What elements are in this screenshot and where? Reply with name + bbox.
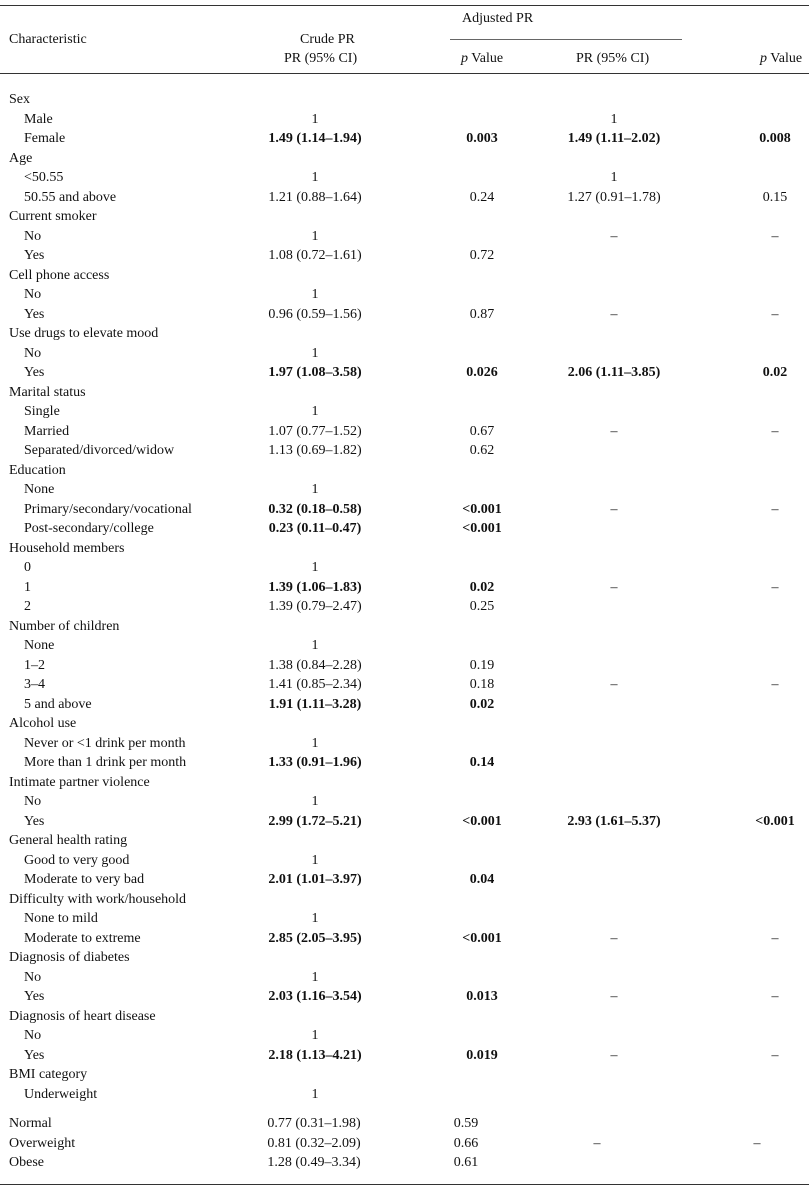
- table-row: [0, 695, 809, 715]
- row-label: 2: [24, 599, 31, 614]
- row-label: 1–2: [24, 657, 45, 673]
- adjusted-pr-cell: –: [610, 423, 618, 439]
- header-p-italic-2: p: [760, 51, 767, 66]
- table-row: [0, 851, 809, 871]
- table-row: [0, 500, 809, 520]
- adjusted-p-value-cell: –: [771, 930, 779, 946]
- crude-p-value-cell: 0.61: [453, 1155, 479, 1170]
- crude-pr-cell: 1.33 (0.91–1.96): [268, 755, 362, 770]
- adjusted-pr-cell: 2.06 (1.11–3.85): [567, 365, 661, 380]
- crude-pr-cell: 0.77 (0.31–1.98): [267, 1116, 361, 1131]
- table-row: [0, 675, 809, 695]
- group-header-row: [0, 1065, 809, 1085]
- group-header-row: [0, 714, 809, 734]
- adjusted-pr-cell: –: [593, 1135, 601, 1151]
- group-header-row: [0, 266, 809, 286]
- crude-pr-cell: 1: [311, 111, 319, 127]
- table-row: [0, 812, 809, 832]
- crude-pr-cell: 1.08 (0.72–1.61): [268, 248, 362, 263]
- header-adjusted-pr: Adjusted PR: [462, 11, 534, 26]
- crude-p-value-cell: 0.019: [466, 1047, 498, 1063]
- row-label: Cell phone access: [9, 267, 110, 283]
- crude-pr-cell: 1.07 (0.77–1.52): [268, 423, 362, 439]
- row-label: None: [24, 638, 55, 653]
- group-header-row: [0, 90, 809, 110]
- row-label: Yes: [24, 989, 45, 1004]
- crude-pr-cell: 1.97 (1.08–3.58): [268, 365, 362, 380]
- table-row: [0, 480, 809, 500]
- crude-p-value-cell: 0.026: [466, 365, 498, 380]
- row-label: Moderate to extreme: [24, 930, 141, 946]
- crude-pr-cell: 1: [311, 911, 319, 926]
- row-label: Underweight: [24, 1086, 98, 1102]
- row-label: Moderate to very bad: [24, 872, 145, 887]
- adjusted-p-value-cell: –: [771, 501, 779, 517]
- group-header-row: [0, 324, 809, 344]
- header-adjusted-pr-ci: PR (95% CI): [576, 51, 650, 66]
- adjusted-pr-cell: 2.93 (1.61–5.37): [567, 813, 661, 829]
- crude-pr-cell: 1: [311, 852, 319, 868]
- row-label: 0: [24, 560, 31, 575]
- table-row: [0, 402, 809, 422]
- crude-p-value-cell: 0.19: [469, 657, 495, 673]
- table-row: [0, 110, 809, 130]
- crude-p-value-cell: 0.013: [466, 989, 498, 1004]
- adjusted-pr-cell: –: [610, 989, 618, 1004]
- adjusted-p-value-cell: –: [771, 1047, 779, 1063]
- group-header-row: [0, 1007, 809, 1027]
- row-label: More than 1 drink per month: [24, 755, 187, 770]
- table-row: [0, 129, 809, 149]
- crude-pr-cell: 1: [311, 287, 319, 302]
- row-label: Male: [24, 111, 53, 127]
- row-label: Normal: [9, 1116, 52, 1131]
- crude-p-value-cell: 0.003: [466, 131, 498, 146]
- group-header-row: [0, 383, 809, 403]
- table-row: [0, 344, 809, 364]
- crude-pr-cell: 1: [311, 228, 319, 244]
- adjusted-pr-cell: –: [610, 501, 618, 517]
- crude-pr-cell: 0.96 (0.59–1.56): [268, 306, 362, 322]
- table-row: [0, 578, 809, 598]
- row-label: Current smoker: [9, 209, 97, 224]
- row-label: 3–4: [24, 677, 45, 692]
- crude-p-value-cell: 0.24: [469, 189, 495, 205]
- adjusted-pr-cell: 1.27 (0.91–1.78): [567, 189, 661, 205]
- row-label: Marital status: [9, 384, 86, 400]
- row-label: Good to very good: [24, 852, 130, 868]
- crude-p-value-cell: 0.62: [469, 443, 495, 458]
- group-header-row: [0, 539, 809, 559]
- table-row: [0, 168, 809, 188]
- crude-pr-cell: 1.41 (0.85–2.34): [268, 677, 362, 692]
- crude-pr-cell: 0.23 (0.11–0.47): [268, 521, 362, 536]
- row-label: Single: [24, 404, 60, 419]
- crude-pr-cell: 1: [311, 404, 319, 419]
- header-crude-pr: Crude PR: [300, 32, 355, 47]
- adjusted-pr-cell: 1.49 (1.11–2.02): [567, 131, 661, 146]
- row-label: None: [24, 482, 55, 497]
- crude-p-value-cell: 0.04: [469, 872, 495, 887]
- adjusted-pr-cell: –: [610, 306, 618, 322]
- row-label: No: [24, 287, 42, 302]
- group-header-row: [0, 461, 809, 481]
- adjusted-p-value-cell: –: [771, 228, 779, 244]
- crude-pr-cell: 1: [311, 1028, 319, 1043]
- crude-pr-cell: 2.01 (1.01–3.97): [268, 872, 362, 887]
- crude-pr-cell: 1.21 (0.88–1.64): [268, 189, 362, 205]
- row-label: Use drugs to elevate mood: [9, 326, 159, 341]
- adjusted-pr-cell: 1: [610, 170, 618, 185]
- crude-p-value-cell: <0.001: [462, 813, 502, 829]
- crude-pr-cell: 1.91 (1.11–3.28): [268, 696, 362, 712]
- crude-p-value-cell: 0.18: [469, 677, 495, 692]
- crude-pr-cell: 1.39 (0.79–2.47): [268, 599, 362, 614]
- row-label: General health rating: [9, 833, 128, 848]
- row-label: No: [24, 345, 42, 361]
- crude-pr-cell: 1: [311, 482, 319, 497]
- group-header-row: [0, 948, 809, 968]
- adjusted-pr-cell: –: [610, 930, 618, 946]
- table-row: [0, 363, 809, 383]
- adjusted-p-value-cell: –: [771, 306, 779, 322]
- table-row: [0, 422, 809, 442]
- crude-pr-cell: 1: [311, 969, 319, 985]
- crude-p-value-cell: <0.001: [462, 930, 502, 946]
- crude-p-value-cell: 0.72: [469, 248, 495, 263]
- row-label: 1: [24, 579, 31, 595]
- table-row: [0, 987, 809, 1007]
- header-p-italic-1: p: [461, 51, 468, 66]
- row-label: Married: [24, 423, 70, 439]
- table-row: [0, 188, 809, 208]
- group-header-row: [0, 149, 809, 169]
- crude-pr-cell: 1.39 (1.06–1.83): [268, 579, 362, 595]
- row-label: Obese: [9, 1155, 44, 1170]
- crude-pr-cell: 2.85 (2.05–3.95): [268, 930, 362, 946]
- group-header-row: [0, 207, 809, 227]
- row-label: Education: [9, 462, 66, 478]
- table-row: [0, 929, 809, 949]
- row-label: Yes: [24, 365, 45, 380]
- table-row: [0, 870, 809, 890]
- crude-p-value-cell: 0.66: [453, 1135, 479, 1151]
- row-label: Overweight: [9, 1135, 76, 1151]
- row-label: Age: [9, 150, 33, 166]
- table-row: [0, 597, 809, 617]
- row-label: 5 and above: [24, 696, 92, 712]
- table-row: [0, 285, 809, 305]
- adjusted-p-value-cell: –: [771, 423, 779, 439]
- adjusted-pr-cell: –: [610, 228, 618, 244]
- table-row: [0, 519, 809, 539]
- crude-pr-cell: 1: [311, 794, 319, 809]
- crude-pr-cell: 1: [311, 560, 319, 575]
- crude-pr-cell: 2.99 (1.72–5.21): [268, 813, 362, 829]
- adjusted-p-value-cell: –: [771, 989, 779, 1004]
- table-row: [0, 909, 809, 929]
- row-label: 50.55 and above: [24, 189, 117, 205]
- table-row: [0, 734, 809, 754]
- table-row: [0, 636, 809, 656]
- row-label: Post-secondary/college: [24, 521, 154, 536]
- crude-pr-cell: 1: [311, 1086, 319, 1102]
- group-header-row: [0, 890, 809, 910]
- row-label: No: [24, 969, 42, 985]
- row-label: BMI category: [9, 1067, 88, 1082]
- row-label: Female: [24, 131, 66, 146]
- table-row: [0, 558, 809, 578]
- crude-pr-cell: 1: [311, 170, 319, 185]
- table-row: [0, 656, 809, 676]
- adjusted-p-value-cell: <0.001: [755, 813, 795, 829]
- crude-p-value-cell: 0.02: [469, 579, 495, 595]
- crude-pr-cell: 0.32 (0.18–0.58): [268, 501, 362, 517]
- table-row: [0, 968, 809, 988]
- adjusted-pr-cell: –: [610, 677, 618, 692]
- crude-pr-cell: 1: [311, 345, 319, 361]
- row-label: Yes: [24, 248, 45, 263]
- crude-p-value-cell: 0.25: [469, 599, 495, 614]
- row-label: Yes: [24, 1047, 45, 1063]
- row-label: Number of children: [9, 618, 120, 634]
- crude-p-value-cell: <0.001: [462, 501, 502, 517]
- row-label: Primary/secondary/vocational: [24, 501, 192, 517]
- adjusted-p-value-cell: –: [771, 579, 779, 595]
- crude-p-value-cell: 0.59: [453, 1116, 479, 1131]
- row-label: Sex: [9, 92, 30, 107]
- table-row: [0, 227, 809, 247]
- crude-pr-cell: 1.13 (0.69–1.82): [268, 443, 362, 458]
- crude-p-value-cell: 0.14: [469, 755, 495, 770]
- crude-p-value-cell: 0.87: [469, 306, 495, 322]
- group-header-row: [0, 617, 809, 637]
- table-row: [0, 246, 809, 266]
- adjusted-p-value-cell: –: [753, 1135, 761, 1151]
- row-label: None to mild: [24, 911, 98, 926]
- table-row: [0, 1153, 809, 1173]
- header-crude-pr-ci: PR (95% CI): [284, 51, 358, 66]
- row-label: Alcohol use: [9, 716, 77, 731]
- row-label: Yes: [24, 813, 45, 829]
- crude-pr-cell: 2.18 (1.13–4.21): [268, 1047, 362, 1063]
- row-label: Diagnosis of heart disease: [9, 1008, 156, 1024]
- table-row: [0, 753, 809, 773]
- crude-pr-cell: 0.81 (0.32–2.09): [267, 1135, 361, 1151]
- row-label: <50.55: [24, 170, 64, 185]
- table-row: [0, 792, 809, 812]
- row-label: Never or <1 drink per month: [24, 735, 186, 751]
- table-row: [0, 1114, 809, 1134]
- adjusted-pr-cell: –: [610, 579, 618, 595]
- adjusted-pr-cell: –: [610, 1047, 618, 1063]
- adjusted-p-value-cell: –: [771, 677, 779, 692]
- crude-p-value-cell: <0.001: [462, 521, 502, 536]
- row-label: No: [24, 228, 42, 244]
- row-label: No: [24, 1028, 42, 1043]
- crude-p-value-cell: 0.67: [469, 423, 495, 439]
- row-label: Intimate partner violence: [9, 774, 150, 790]
- crude-pr-cell: 1.28 (0.49–3.34): [267, 1155, 361, 1170]
- row-label: Household members: [9, 540, 125, 556]
- adjusted-pr-cell: 1: [610, 111, 618, 127]
- crude-p-value-cell: 0.02: [469, 696, 495, 712]
- adjusted-p-value-cell: 0.008: [759, 131, 791, 146]
- row-label: Yes: [24, 306, 45, 322]
- adjusted-p-value-cell: 0.02: [762, 365, 788, 380]
- row-label: No: [24, 794, 42, 809]
- table-row: [0, 1026, 809, 1046]
- crude-pr-cell: 2.03 (1.16–3.54): [268, 989, 362, 1004]
- table-row: [0, 441, 809, 461]
- header-characteristic: Characteristic: [9, 32, 87, 47]
- table-row: [0, 1046, 809, 1066]
- crude-pr-cell: 1: [311, 735, 319, 751]
- crude-pr-cell: 1.49 (1.14–1.94): [268, 131, 362, 146]
- row-label: Separated/divorced/widow: [24, 443, 175, 458]
- adjusted-p-value-cell: 0.15: [762, 189, 788, 205]
- table-row: [0, 305, 809, 325]
- header-value-word-1: Value: [468, 51, 504, 66]
- crude-pr-cell: 1: [311, 638, 319, 653]
- table-row: [0, 1085, 809, 1105]
- row-label: Difficulty with work/household: [9, 891, 187, 907]
- crude-pr-cell: 1.38 (0.84–2.28): [268, 657, 362, 673]
- row-label: Diagnosis of diabetes: [9, 950, 130, 965]
- group-header-row: [0, 773, 809, 793]
- bottom-rule: [0, 1184, 809, 1185]
- header-value-word-2: Value: [767, 51, 803, 66]
- group-header-row: [0, 831, 809, 851]
- table-row: [0, 1134, 809, 1154]
